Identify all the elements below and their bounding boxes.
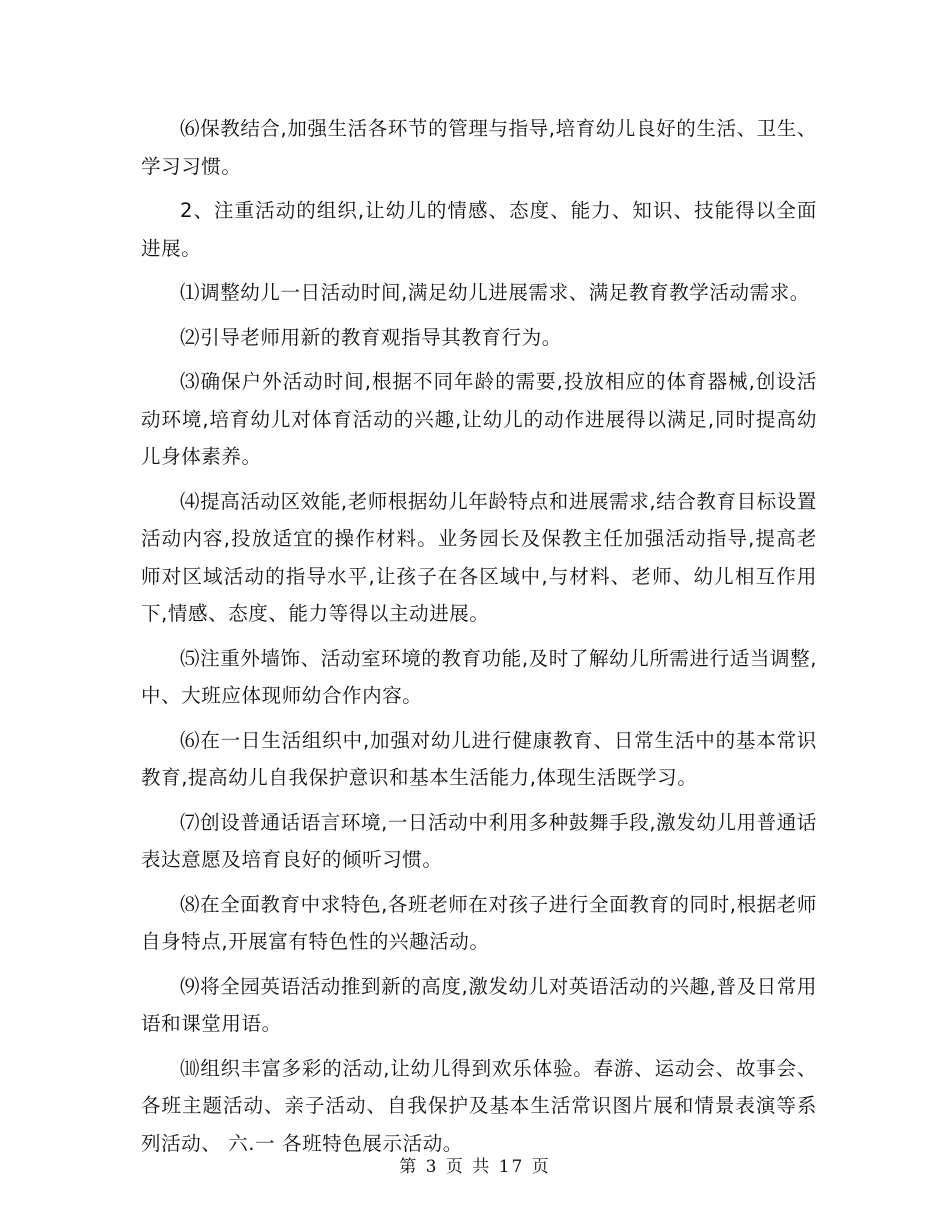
page-number-label: 第 3 页 共 17 页	[399, 1157, 551, 1177]
paragraph: ⑶确保户外活动时间,根据不同年龄的需要,投放相应的体育器械,创设活动环境,培育幼儿对体育活动的兴趣,让幼儿的动作进展得以满足,同时提高幼儿身体素养。	[141, 370, 817, 468]
paragraph: ⑹在一日生活组织中,加强对幼儿进行健康教育、日常生活中的基本常识教育,提高幼儿自我保护意识和基本生活能力,体现生活既学习。	[141, 728, 817, 789]
paragraph: ⑵引导老师用新的教育观指导其教育行为。	[180, 325, 562, 349]
document-body	[141, 110, 817, 1169]
paragraph: ⑹保教结合,加强生活各环节的管理与指导,培育幼儿良好的生活、卫生、学习习惯。	[141, 117, 817, 178]
page-footer	[0, 1152, 950, 1177]
paragraph: ⑻在全面教育中求特色,各班老师在对孩子进行全面教育的同时,根据老师自身特点,开展富有特色性的兴趣活动。	[141, 892, 817, 953]
paragraph: ⑼将全园英语活动推到新的高度,激发幼儿对英语活动的兴趣,普及日常用语和课堂用语。	[141, 974, 817, 1035]
paragraph: ⑴调整幼儿一日活动时间,满足幼儿进展需求、满足教育教学活动需求。	[180, 281, 810, 304]
paragraph: ⑽组织丰富多彩的活动,让幼儿得到欢乐体验。春游、运动会、故事会、各班主题活动、亲子活动、自我保护及基本生活常识图片展和情景表演等系列活动、 六.一 各班特色展示活动。	[141, 1056, 817, 1155]
paragraph: ⑺创设普通话语言环境,一日活动中利用多种鼓舞手段,激发幼儿用普通话表达意愿及培育良好的倾听习惯。	[141, 810, 817, 871]
paragraph: ⑸注重外墙饰、活动室环境的教育功能,及时了解幼儿所需进行适当调整,中、大班应体现师幼合作内容。	[141, 646, 817, 707]
paragraph: 2、注重活动的组织,让幼儿的情感、态度、能力、知识、技能得以全面进展。	[141, 199, 817, 260]
paragraph: ⑷提高活动区效能,老师根据幼儿年龄特点和进展需求,结合教育目标设置活动内容,投放适宜的操作材料。业务园长及保教主任加强活动指导,提高老师对区域活动的指导水平,让孩子在各区域中,与材料、老师、幼儿相互作用下,情感、态度、能力等得以主动进展。	[141, 489, 817, 625]
